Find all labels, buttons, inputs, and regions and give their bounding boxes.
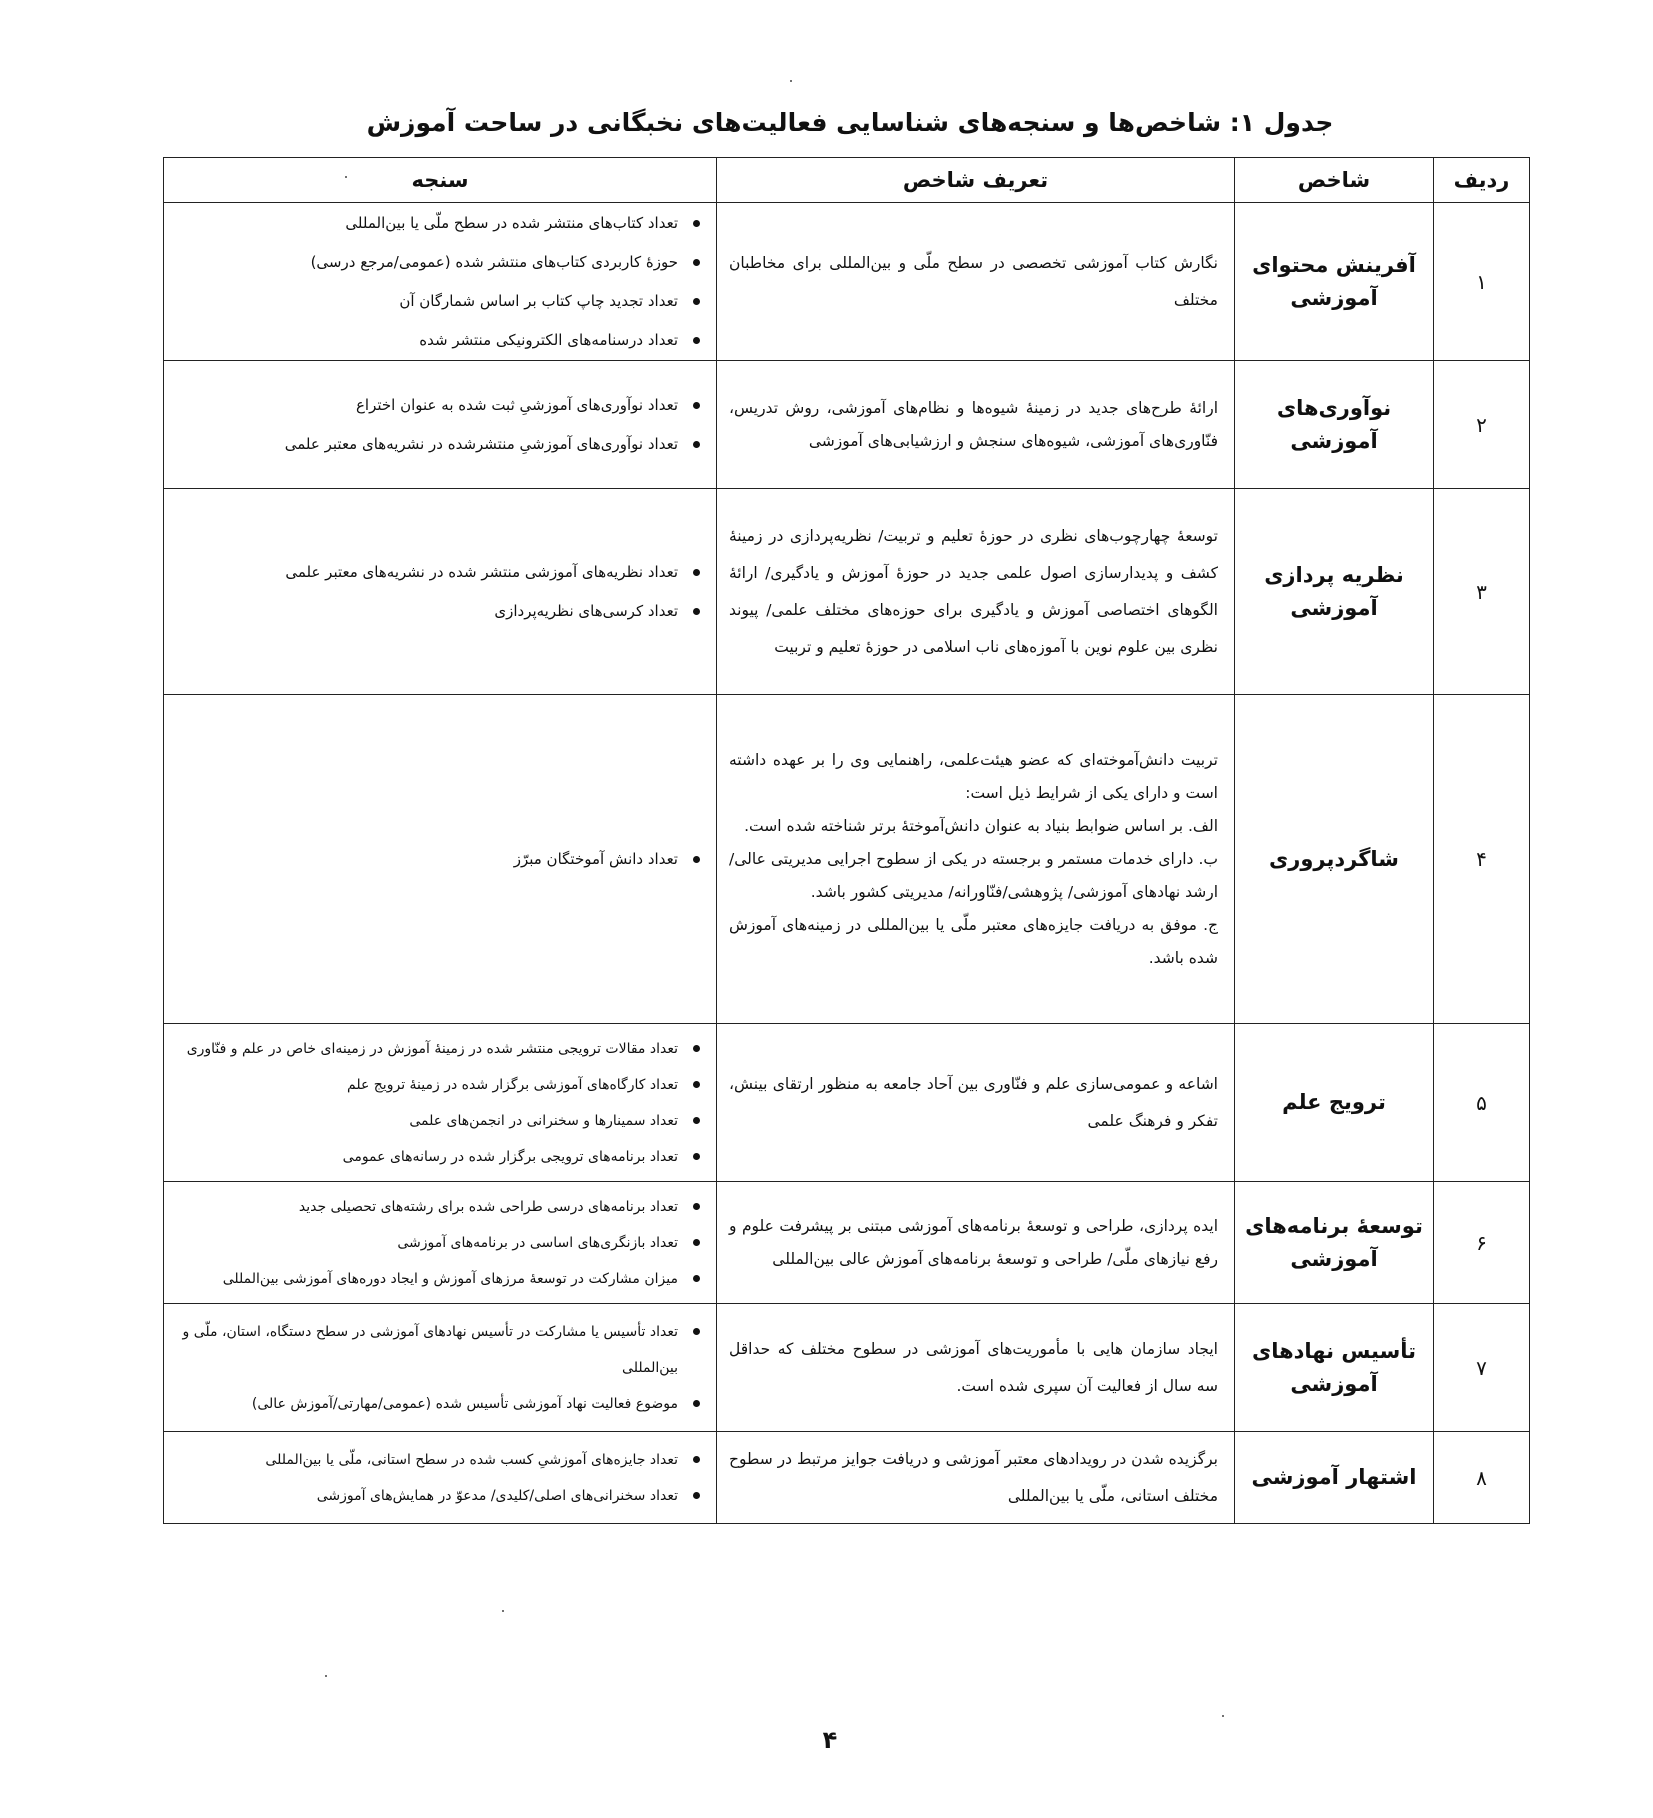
list-item: تعداد نظریه‌های آموزشی منتشر شده در نشریه‌های معتبر علمی — [172, 553, 704, 592]
indicator-name: اشتهار آموزشی — [1235, 1432, 1434, 1524]
list-item: حوزهٔ کاربردی کتاب‌های منتشر شده (عمومی/مرجع درسی) — [172, 243, 704, 282]
measures-cell — [164, 1432, 717, 1524]
definition-condition-a: الف. بر اساس ضوابط بنیاد به عنوان دانش‌آموختهٔ برتر شناخته شده است. — [744, 816, 1218, 835]
measures-list — [172, 204, 704, 360]
measures-list — [172, 553, 704, 631]
scan-speck — [1222, 1715, 1224, 1717]
list-item: تعداد درسنامه‌های الکترونیکی منتشر شده — [172, 321, 704, 360]
row-number: ۵ — [1434, 1024, 1530, 1182]
indicator-name: نوآوری‌های آموزشی — [1235, 361, 1434, 489]
list-item: میزان مشارکت در توسعهٔ مرزهای آموزش و ایجاد دوره‌های آموزشی بین‌المللی — [172, 1261, 704, 1297]
row-number: ۴ — [1434, 695, 1530, 1024]
list-item: تعداد جایزه‌های آموزشیِ کسب شده در سطح استانی، ملّی یا بین‌المللی — [172, 1442, 704, 1478]
table-row — [164, 1304, 1530, 1432]
table-row — [164, 1024, 1530, 1182]
scan-speck — [502, 1610, 504, 1612]
indicator-definition: توسعهٔ چهارچوب‌های نظری در حوزهٔ تعلیم و تربیت/ نظریه‌پردازی در زمینهٔ کشف و پدیدارسازی اصول علمی جدید در حوزهٔ آموزش و یادگیری/ ارائهٔ الگوهای اختصاصی آموزش و یادگیری برای حوزه‌های مختلف علمی/ پیوند نظری بین علوم نوین با آموزه‌های ناب اسلامی در حوزهٔ تعلیم و تربیت — [717, 489, 1235, 695]
list-item: تعداد تجدید چاپ کتاب بر اساس شمارگان آن — [172, 282, 704, 321]
list-item: تعداد دانش آموختگان مبرّز — [172, 840, 704, 879]
table-row — [164, 203, 1530, 361]
list-item: تعداد بازنگری‌های اساسی در برنامه‌های آموزشی — [172, 1225, 704, 1261]
indicator-name: شاگردپروری — [1235, 695, 1434, 1024]
indicator-name: توسعهٔ برنامه‌های آموزشی — [1235, 1182, 1434, 1304]
measures-cell — [164, 1182, 717, 1304]
list-item: تعداد برنامه‌های درسی طراحی شده برای رشته‌های تحصیلی جدید — [172, 1189, 704, 1225]
indicator-definition — [717, 695, 1235, 1024]
definition-intro: تربیت دانش‌آموخته‌ای که عضو هیئت‌علمی، راهنمایی وی را بر عهده داشته است و دارای یکی از شرایط ذیل است: — [729, 750, 1218, 802]
page-number: ۴ — [822, 1726, 838, 1754]
row-number: ۷ — [1434, 1304, 1530, 1432]
table-header-row — [164, 158, 1530, 203]
measures-cell — [164, 203, 717, 361]
indicator-definition: ایجاد سازمان هایی با مأموریت‌های آموزشی در سطوح مختلف که حداقل سه سال از فعالیت آن سپری شده است. — [717, 1304, 1235, 1432]
measures-cell — [164, 695, 717, 1024]
list-item: تعداد تأسیس یا مشارکت در تأسیس نهادهای آموزشی در سطح دستگاه، استان، ملّی و بین‌المللی — [172, 1314, 704, 1386]
measures-list — [172, 1189, 704, 1297]
indicator-definition: برگزیده شدن در رویدادهای معتبر آموزشی و دریافت جوایز مرتبط در سطوح مختلف استانی، ملّی یا بین‌المللی — [717, 1432, 1235, 1524]
header-row-number: ردیف — [1434, 158, 1530, 203]
list-item: تعداد برنامه‌های ترویجی برگزار شده در رسانه‌های عمومی — [172, 1139, 704, 1175]
measures-cell — [164, 1024, 717, 1182]
list-item: تعداد کتاب‌های منتشر شده در سطح ملّی یا بین‌المللی — [172, 204, 704, 243]
header-measure: سنجه — [164, 158, 717, 203]
measures-list — [172, 1442, 704, 1514]
list-item: تعداد سخنرانی‌های اصلی/کلیدی/ مدعوّ در همایش‌های آموزشی — [172, 1478, 704, 1514]
header-definition: تعریف شاخص — [717, 158, 1235, 203]
definition-condition-b: ب. دارای خدمات مستمر و برجسته در یکی از سطوح اجرایی مدیریتی عالی/ ارشد نهادهای آموزشی/ پژوهشی/فنّاورانه/ مدیریتی کشور باشد. — [729, 849, 1218, 901]
indicator-definition: ارائهٔ طرح‌های جدید در زمینهٔ شیوه‌ها و نظام‌های آموزشی، روش تدریس، فنّاوری‌های آموزشی، شیوه‌های سنجش و ارزشیابی‌های آموزشی — [717, 361, 1235, 489]
list-item: تعداد نوآوری‌های آموزشیِ منتشرشده در نشریه‌های معتبر علمی — [172, 425, 704, 464]
list-item: تعداد کارگاه‌های آموزشی برگزار شده در زمینهٔ ترویج علم — [172, 1067, 704, 1103]
indicator-definition: اشاعه و عمومی‌سازی علم و فنّاوری بین آحاد جامعه به منظور ارتقای بینش، تفکر و فرهنگ علمی — [717, 1024, 1235, 1182]
indicator-definition: ایده پردازی، طراحی و توسعهٔ برنامه‌های آموزشی مبتنی بر پیشرفت علوم و رفع نیازهای ملّی/ طراحی و توسعهٔ برنامه‌های آموزش عالی بین‌المللی — [717, 1182, 1235, 1304]
scan-speck — [345, 176, 347, 178]
measures-list — [172, 1314, 704, 1422]
row-number: ۱ — [1434, 203, 1530, 361]
indicator-name: ترویج علم — [1235, 1024, 1434, 1182]
measures-list — [172, 386, 704, 464]
scan-speck — [325, 1675, 327, 1677]
table-row — [164, 1182, 1530, 1304]
header-indicator: شاخص — [1235, 158, 1434, 203]
measures-cell — [164, 361, 717, 489]
indicators-table — [163, 157, 1530, 1524]
measures-cell — [164, 1304, 717, 1432]
measures-cell — [164, 489, 717, 695]
row-number: ۶ — [1434, 1182, 1530, 1304]
definition-condition-c: ج. موفق به دریافت جایزه‌های معتبر ملّی یا بین‌المللی در زمینه‌های آموزش شده باشد. — [729, 915, 1218, 967]
indicator-definition: نگارش کتاب آموزشی تخصصی در سطح ملّی و بین‌المللی برای مخاطبان مختلف — [717, 203, 1235, 361]
table-row — [164, 695, 1530, 1024]
measures-list — [172, 1031, 704, 1175]
list-item: تعداد نوآوری‌های آموزشیِ ثبت شده به عنوان اختراع — [172, 386, 704, 425]
list-item: تعداد مقالات ترویجی منتشر شده در زمینهٔ آموزش در زمینه‌ای خاص در علم و فنّاوری — [172, 1031, 704, 1067]
row-number: ۸ — [1434, 1432, 1530, 1524]
measures-list — [172, 840, 704, 879]
list-item: تعداد سمینارها و سخنرانی در انجمن‌های علمی — [172, 1103, 704, 1139]
list-item: تعداد کرسی‌های نظریه‌پردازی — [172, 592, 704, 631]
row-number: ۳ — [1434, 489, 1530, 695]
table-row — [164, 489, 1530, 695]
scan-speck — [790, 80, 792, 82]
list-item: موضوع فعالیت نهاد آموزشی تأسیس شده (عمومی/مهارتی/آموزش عالی) — [172, 1386, 704, 1422]
table-row — [164, 1432, 1530, 1524]
indicator-name: آفرینش محتوای آموزشی — [1235, 203, 1434, 361]
indicator-name: تأسیس نهادهای آموزشی — [1235, 1304, 1434, 1432]
indicator-name: نظریه پردازی آموزشی — [1235, 489, 1434, 695]
row-number: ۲ — [1434, 361, 1530, 489]
table-row — [164, 361, 1530, 489]
table-title: جدول ۱: شاخص‌ها و سنجه‌های شناسایی فعالیت‌های نخبگانی در ساحت آموزش — [366, 108, 1334, 137]
